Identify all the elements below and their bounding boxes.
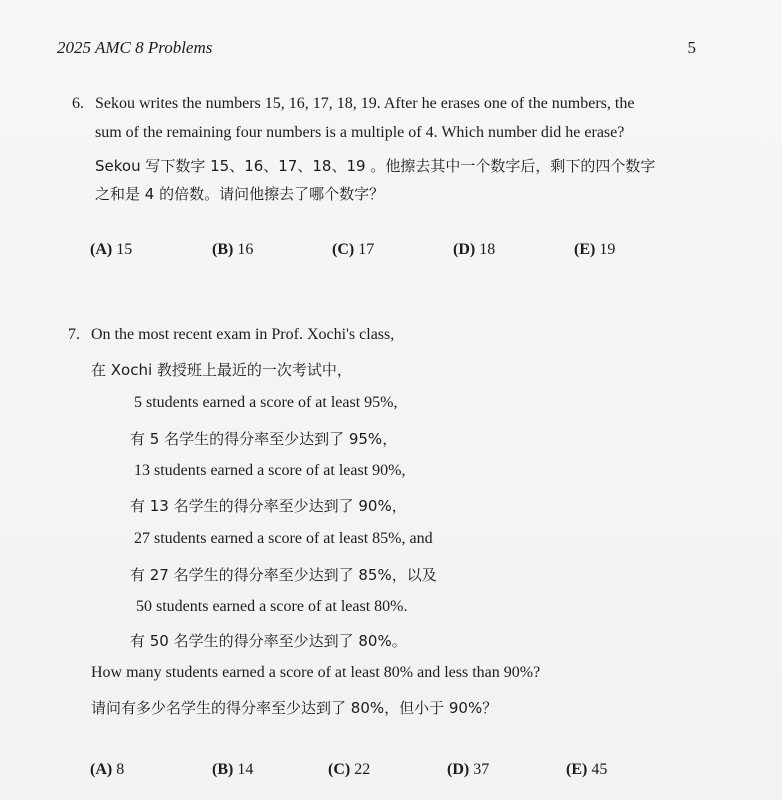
- choice-letter: (D): [453, 241, 476, 258]
- problem-7-question-chinese: 请问有多少名学生的得分率至少达到了 80%，但小于 90%？: [91, 699, 498, 717]
- choice-value: 8: [116, 761, 125, 778]
- choice-letter: (A): [90, 761, 113, 778]
- problem-7-choice-c: [328, 761, 370, 779]
- problem-7-intro: On the most recent exam in Prof. Xochi's class,: [91, 326, 395, 343]
- choice-value: 22: [354, 761, 371, 778]
- problem-6-choice-a: [90, 241, 132, 259]
- problem-7-choice-d: [447, 761, 489, 779]
- choice-letter: (B): [212, 761, 234, 778]
- choice-value: 45: [591, 761, 608, 778]
- problem-7-choice-a: [90, 761, 124, 779]
- choice-letter: (D): [447, 761, 470, 778]
- problem-7-item-1: 5 students earned a score of at least 95%,: [134, 394, 398, 411]
- problem-7-choice-e: [566, 761, 607, 779]
- problem-7-item-4: 50 students earned a score of at least 80%.: [136, 598, 408, 615]
- problem-7-choices: [90, 761, 710, 785]
- problem-7-item-2-chinese: 有 13 名学生的得分率至少达到了 90%，: [130, 497, 407, 515]
- problem-7-item-3: 27 students earned a score of at least 85%, and: [134, 530, 433, 547]
- problem-7-intro-chinese: 在 Xochi 教授班上最近的一次考试中，: [91, 361, 352, 379]
- page-header-title: 2025 AMC 8 Problems: [57, 38, 213, 57]
- choice-value: 17: [358, 241, 375, 258]
- problem-6-chinese-line-2: 之和是 4 的倍数。请问他擦去了哪个数字？: [95, 185, 385, 203]
- choice-value: 37: [473, 761, 490, 778]
- problem-7-item-2: 13 students earned a score of at least 90%,: [134, 462, 406, 479]
- problem-7-item-1-chinese: 有 5 名学生的得分率至少达到了 95%，: [130, 430, 398, 448]
- choice-value: 14: [237, 761, 254, 778]
- problem-6-choices: [90, 241, 710, 265]
- problem-7-number: 7.: [68, 326, 80, 343]
- problem-6-text-line-1: Sekou writes the numbers 15, 16, 17, 18, 19. After he erases one of the numbers, the: [95, 95, 635, 112]
- choice-letter: (A): [90, 241, 113, 258]
- problem-6-number: 6.: [72, 95, 84, 112]
- problem-6-choice-c: [332, 241, 374, 259]
- choice-letter: (C): [328, 761, 351, 778]
- problem-6-chinese-line-1: Sekou 写下数字 15、16、17、18、19 。他擦去其中一个数字后，剩下的四个数字: [95, 157, 656, 175]
- choice-letter: (E): [574, 241, 596, 258]
- problem-7-item-3-chinese: 有 27 名学生的得分率至少达到了 85%，以及: [130, 566, 437, 584]
- choice-value: 16: [237, 241, 254, 258]
- problem-7-choice-b: [212, 761, 253, 779]
- choice-value: 18: [479, 241, 496, 258]
- problem-6-text-line-2: sum of the remaining four numbers is a multiple of 4. Which number did he erase?: [95, 124, 625, 141]
- choice-value: 19: [599, 241, 616, 258]
- problem-7-question: How many students earned a score of at least 80% and less than 90%?: [91, 664, 541, 681]
- problem-6-choice-b: [212, 241, 253, 259]
- choice-letter: (C): [332, 241, 355, 258]
- page-number: 5: [687, 38, 696, 57]
- choice-value: 15: [116, 241, 133, 258]
- choice-letter: (B): [212, 241, 234, 258]
- problem-6-choice-d: [453, 241, 495, 259]
- choice-letter: (E): [566, 761, 588, 778]
- problem-7-item-4-chinese: 有 50 名学生的得分率至少达到了 80%。: [130, 632, 407, 650]
- problem-6-choice-e: [574, 241, 615, 259]
